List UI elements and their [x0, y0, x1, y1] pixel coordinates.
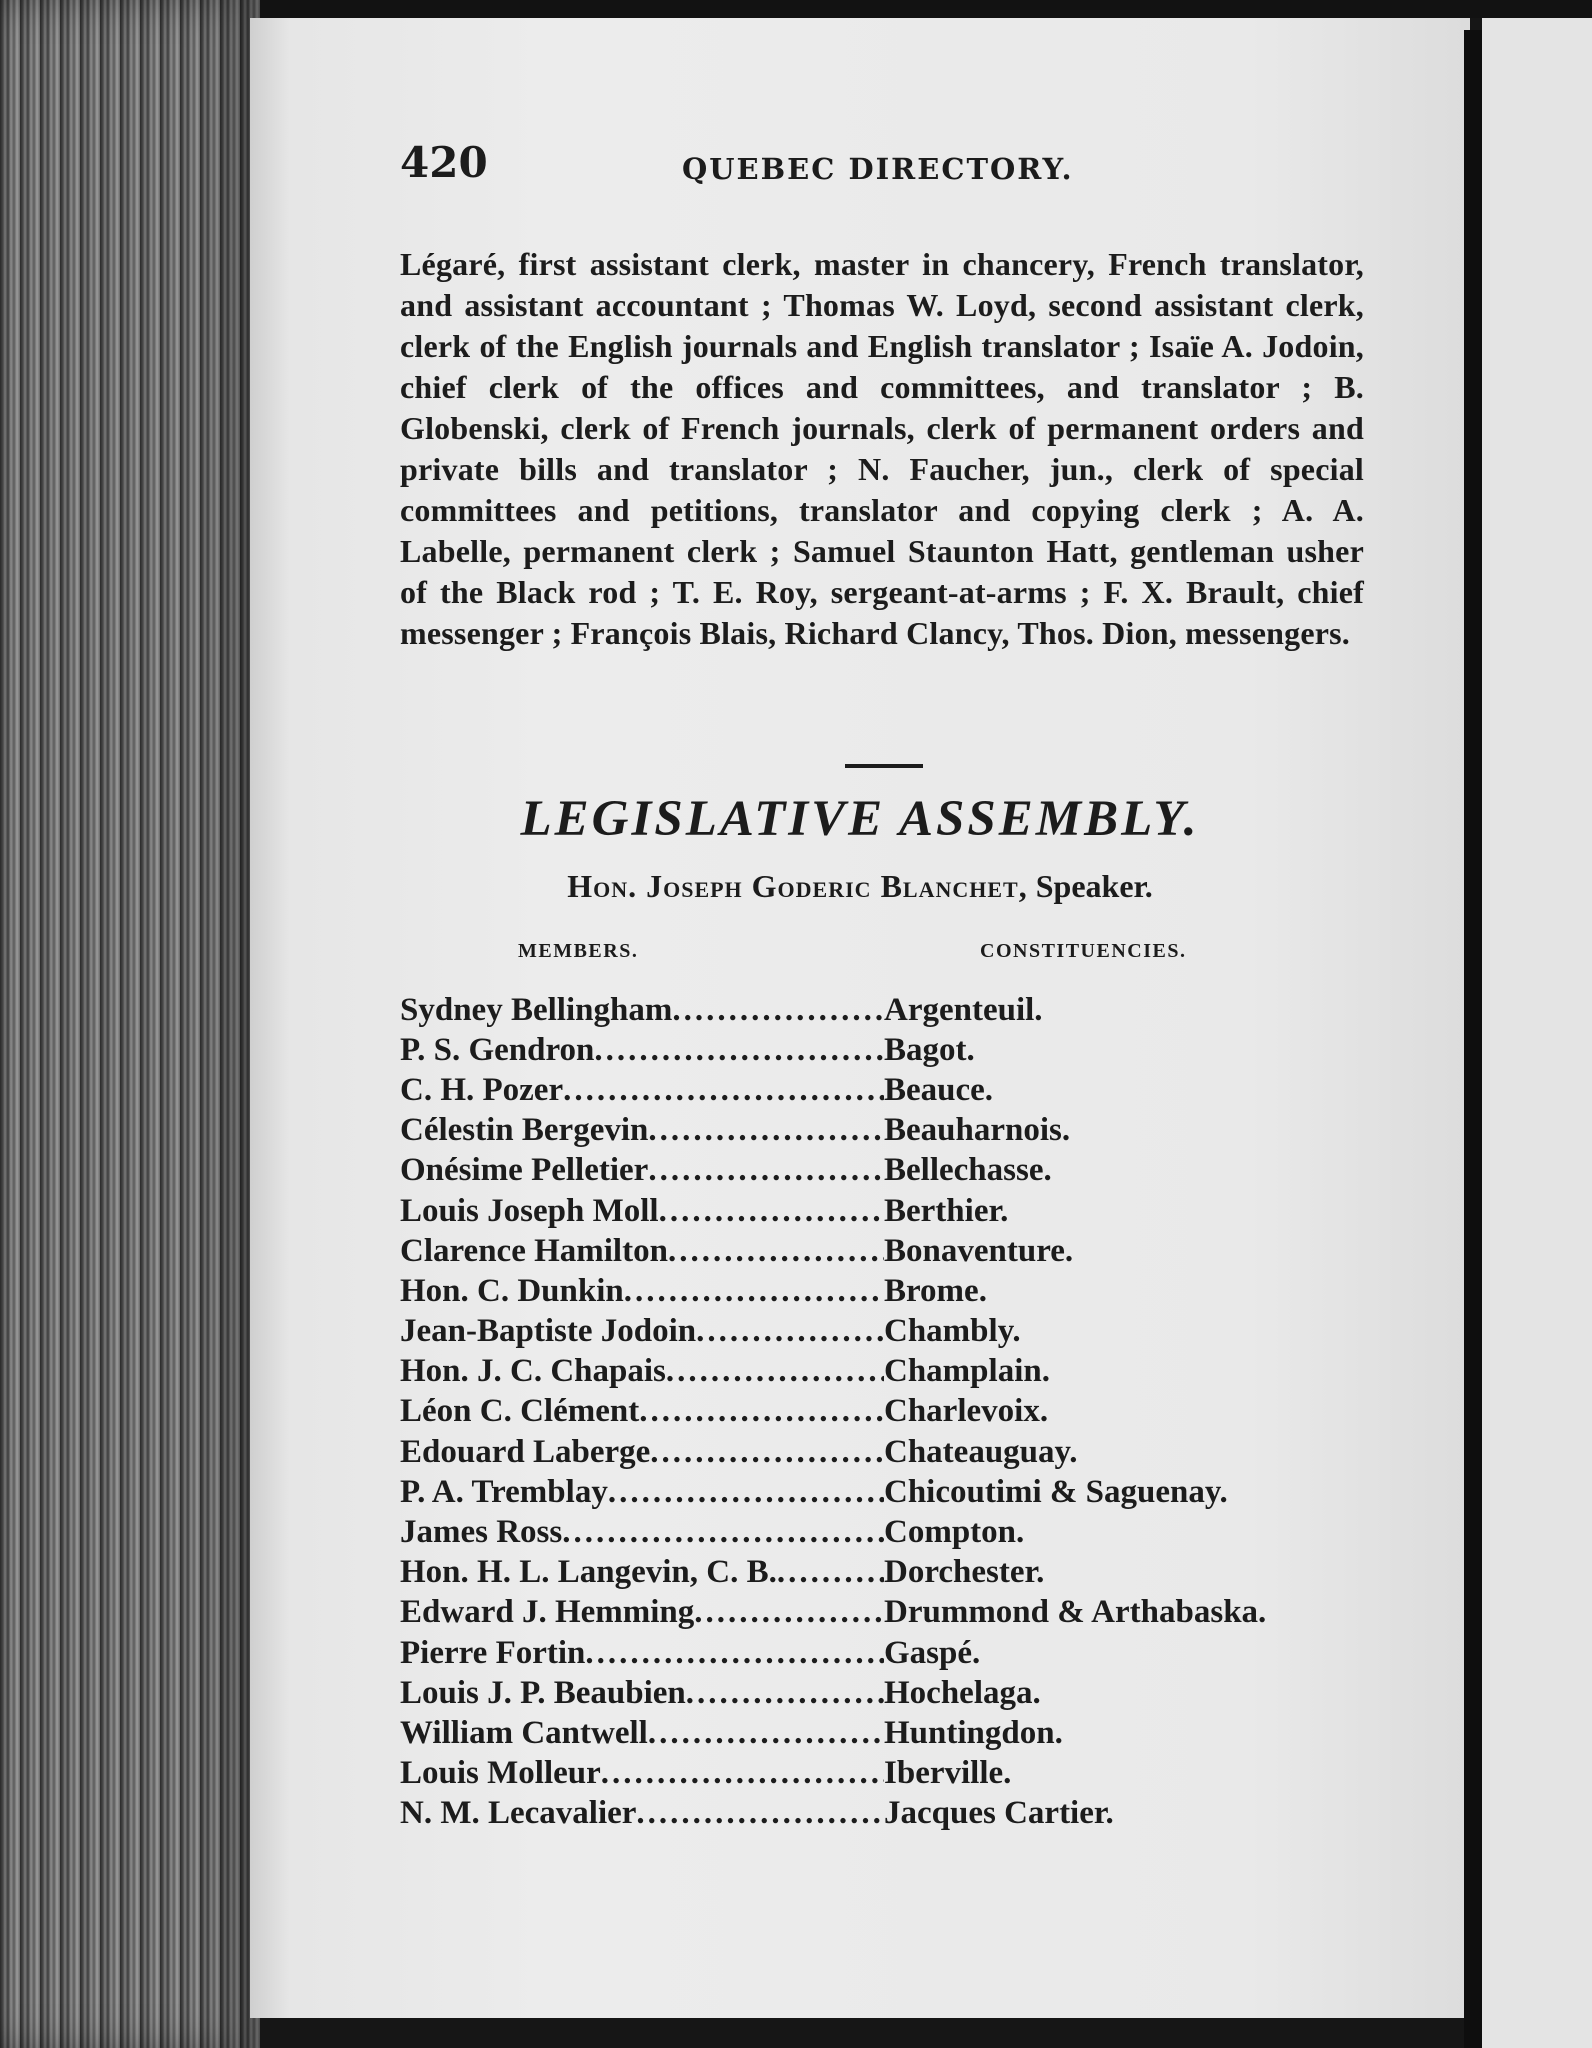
page-gutter — [1464, 30, 1482, 2048]
member-constituency: Iberville. — [884, 1755, 1012, 1792]
member-name: Hon. H. L. Langevin, C. B. — [400, 1554, 777, 1591]
member-row — [400, 1553, 1360, 1593]
member-name-cell — [400, 1675, 884, 1712]
member-name: Louis Joseph Moll — [400, 1192, 659, 1229]
member-constituency: Champlain. — [884, 1353, 1050, 1390]
member-row — [400, 1111, 1360, 1151]
member-constituency: Beauharnois. — [884, 1112, 1071, 1149]
member-name: Hon. C. Dunkin — [400, 1272, 624, 1309]
speaker-role: Speaker. — [1027, 868, 1153, 904]
dot-leader — [650, 1434, 884, 1471]
member-row — [400, 990, 1360, 1030]
dot-leader — [648, 1152, 884, 1189]
speaker-line — [400, 868, 1320, 905]
dot-leader — [563, 1072, 884, 1109]
member-name: Pierre Fortin — [400, 1634, 586, 1671]
member-name-cell — [400, 1554, 884, 1591]
member-name-cell — [400, 1032, 884, 1069]
member-name-cell — [400, 1313, 884, 1350]
member-name: Edouard Laberge — [400, 1433, 651, 1470]
member-name: William Cantwell — [400, 1714, 648, 1751]
member-row — [400, 1673, 1360, 1713]
member-constituency: Drummond & Arthabaska. — [884, 1594, 1267, 1631]
section-divider — [845, 764, 923, 768]
member-name-cell — [400, 1594, 884, 1631]
member-row — [400, 1191, 1360, 1231]
member-row — [400, 1312, 1360, 1352]
dot-leader — [777, 1554, 884, 1591]
section-title: LEGISLATIVE ASSEMBLY. — [520, 791, 1200, 847]
member-row — [400, 1754, 1360, 1794]
member-row — [400, 1713, 1360, 1753]
member-constituency: Compton. — [884, 1514, 1025, 1551]
dot-leader — [562, 1514, 884, 1551]
member-constituency: Chambly. — [884, 1313, 1021, 1350]
member-name-cell — [400, 1393, 884, 1430]
member-name: Louis Molleur — [400, 1755, 601, 1792]
member-name: Célestin Bergevin — [400, 1112, 649, 1149]
member-name-cell — [400, 1514, 884, 1551]
dot-leader — [639, 1393, 884, 1430]
member-name: Jean-Baptiste Jodoin — [400, 1313, 697, 1350]
dot-leader — [672, 992, 884, 1029]
member-constituency: Bagot. — [884, 1031, 975, 1068]
dot-leader — [696, 1313, 884, 1350]
member-name: Edward J. Hemming — [400, 1594, 695, 1631]
dot-leader — [601, 1755, 884, 1792]
dot-leader — [659, 1193, 884, 1230]
member-name-cell — [400, 1635, 884, 1672]
speaker-name: Hon. Joseph Goderic Blanchet, — [567, 868, 1028, 904]
member-constituency: Beauce. — [884, 1071, 994, 1108]
member-constituency: Charlevoix. — [884, 1393, 1049, 1430]
dot-leader — [608, 1474, 884, 1511]
book-spine-edge — [0, 0, 260, 2048]
member-name: Sydney Bellingham — [400, 991, 673, 1028]
dot-leader — [636, 1795, 884, 1832]
member-name: Léon C. Clément — [400, 1393, 640, 1430]
member-row — [400, 1352, 1360, 1392]
member-row — [400, 1030, 1360, 1070]
member-constituency: Gaspé. — [884, 1634, 981, 1671]
body-paragraph: Légaré, first assistant clerk, master in chancery, French translator, and assistant accountant ; Thomas W. Loyd, second assistant clerk, clerk of the English journals and English translator ; Isaïe A. Jodoin, chief clerk of the offices and committees, and translator ; B. Globenski, clerk of French journals, clerk of permanent orders and private bills and translator ; N. Faucher, jun., clerk of special committees and petitions, translator and copying clerk ; A. A. Labelle, permanent clerk ; Samuel Staunton Hatt, gentleman usher of the Black rod ; T. E. Roy, sergeant-at-arms ; F. X. Brault, chief messenger ; François Blais, Richard Clancy, Thos. Dion, messengers. — [400, 246, 1364, 651]
member-name: Louis J. P. Beaubien — [400, 1674, 686, 1711]
member-constituency: Bellechasse. — [884, 1152, 1052, 1189]
member-name-cell — [400, 1795, 884, 1832]
member-constituency: Brome. — [884, 1272, 987, 1309]
member-name-cell — [400, 1273, 884, 1310]
member-name-cell — [400, 1474, 884, 1511]
dot-leader — [648, 1715, 884, 1752]
member-row — [400, 1512, 1360, 1552]
member-row — [400, 1633, 1360, 1673]
member-row — [400, 1231, 1360, 1271]
member-constituency: Huntingdon. — [884, 1714, 1063, 1751]
page-number: 420 — [400, 138, 488, 187]
member-constituency: Chicoutimi & Saguenay. — [884, 1473, 1228, 1510]
member-row — [400, 1432, 1360, 1472]
member-name: James Ross — [400, 1514, 563, 1551]
page-header — [400, 138, 1160, 198]
member-name-cell — [400, 1434, 884, 1471]
member-name-cell — [400, 992, 884, 1029]
member-name-cell — [400, 1715, 884, 1752]
member-constituency: Jacques Cartier. — [884, 1795, 1114, 1832]
member-constituency: Bonaventure. — [884, 1232, 1074, 1269]
member-constituency: Dorchester. — [884, 1554, 1045, 1591]
facing-page-edge — [1482, 18, 1592, 2048]
member-row — [400, 1794, 1360, 1834]
member-name: Onésime Pelletier — [400, 1152, 649, 1189]
member-name-cell — [400, 1755, 884, 1792]
dot-leader — [594, 1032, 884, 1069]
dot-leader — [585, 1635, 884, 1672]
member-name: Clarence Hamilton — [400, 1232, 668, 1269]
member-constituency: Hochelaga. — [884, 1674, 1041, 1711]
member-constituency: Berthier. — [884, 1192, 1009, 1229]
member-name: Hon. J. C. Chapais — [400, 1353, 666, 1390]
member-name-cell — [400, 1152, 884, 1189]
dot-leader — [668, 1233, 884, 1270]
member-row — [400, 1151, 1360, 1191]
dot-leader — [694, 1594, 884, 1631]
member-row — [400, 1070, 1360, 1110]
dot-leader — [666, 1353, 884, 1390]
constituencies-column-header: CONSTITUENCIES. — [980, 940, 1187, 962]
members-column-header: MEMBERS. — [518, 940, 639, 962]
dot-leader — [624, 1273, 884, 1310]
member-name: P. S. Gendron — [400, 1031, 595, 1068]
member-name: C. H. Pozer — [400, 1071, 564, 1108]
members-list — [400, 990, 1360, 1834]
member-row — [400, 1392, 1360, 1432]
member-row — [400, 1472, 1360, 1512]
member-name: N. M. Lecavalier — [400, 1795, 637, 1832]
member-row — [400, 1593, 1360, 1633]
member-name: P. A. Tremblay — [400, 1473, 608, 1510]
running-head: QUEBEC DIRECTORY. — [682, 152, 1074, 186]
member-constituency: Argenteuil. — [884, 991, 1043, 1028]
member-constituency: Chateauguay. — [884, 1433, 1078, 1470]
member-name-cell — [400, 1193, 884, 1230]
dot-leader — [648, 1112, 884, 1149]
member-row — [400, 1271, 1360, 1311]
member-name-cell — [400, 1112, 884, 1149]
member-name-cell — [400, 1353, 884, 1390]
member-name-cell — [400, 1233, 884, 1270]
dot-leader — [686, 1675, 884, 1712]
member-name-cell — [400, 1072, 884, 1109]
